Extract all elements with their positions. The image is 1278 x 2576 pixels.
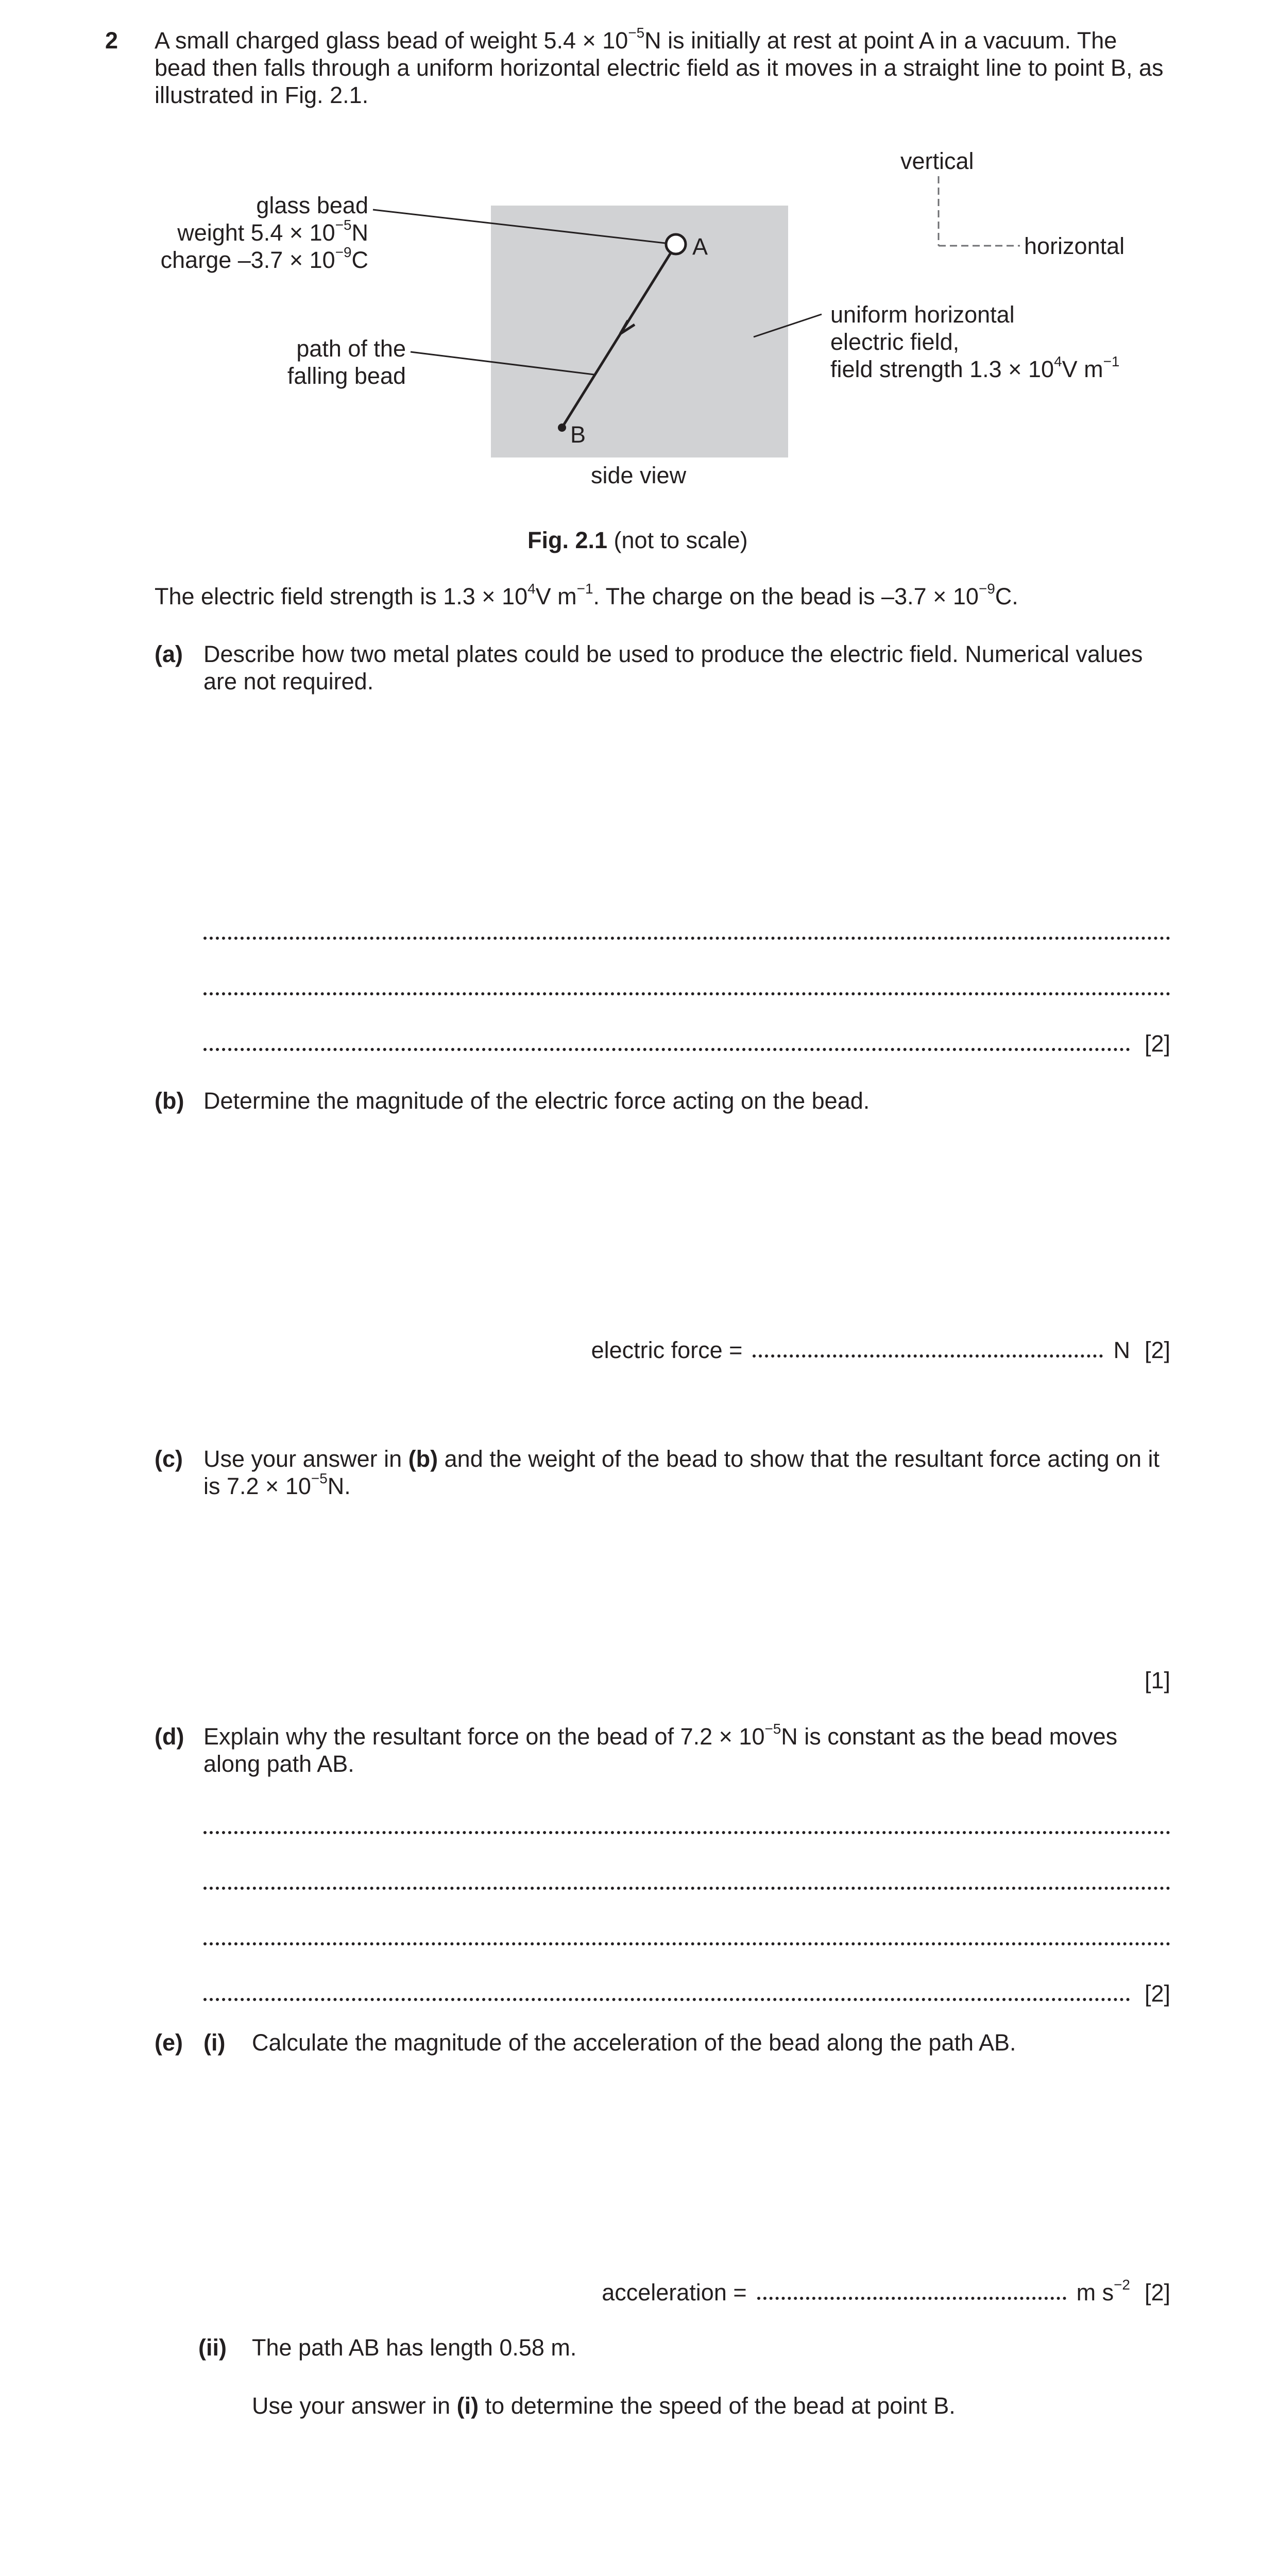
part-e-i-answer: acceleration = m $s^{-2}$ [2] <box>602 2277 1170 2306</box>
answer-line[interactable] <box>203 890 1170 946</box>
part-d-label: (d) <box>155 1723 184 1750</box>
intro-line-2: bead then falls through a uniform horizontal electric field as it moves in a straight line to point B, as <box>155 55 1164 81</box>
part-e-ii-question-1: The path AB has length 0.58 m. <box>252 2334 577 2361</box>
point-a-label: A <box>692 233 708 260</box>
intro-line-1: A small charged glass bead of weight $5.4 \times 10^{-5}N$ is initially at rest at point A in a vacuum. The <box>155 25 1117 54</box>
answer-line[interactable] <box>203 1952 1170 2007</box>
part-e-label: (e) <box>155 2029 183 2056</box>
part-a-question: Describe how two metal plates could be used to produce the electric field. Numerical values are not required. <box>203 641 1143 695</box>
part-b-question: Determine the magnitude of the electric force acting on the bead. <box>203 1088 870 1114</box>
part-a-answer-lines <box>203 890 1170 1057</box>
answer-line[interactable] <box>203 1002 1170 1057</box>
bead-label: glass bead weight $5.4 \times 10^{-5}N$ charge $-3.7 \times 10^{-9}C$ <box>160 192 368 274</box>
side-view-label: side view <box>591 462 687 488</box>
part-e-i-label: (i) <box>203 2029 226 2056</box>
question-number: 2 <box>105 27 118 54</box>
vertical-label: vertical <box>900 148 974 174</box>
given-data: The electric field strength is $1.3 \times 10^4V$ $m^{-1}$. The charge on the bead is $-3.7 \times 10^{-9}C$. <box>155 581 1018 609</box>
part-b-answer: electric force = N [2] <box>591 1337 1170 1363</box>
answer-line[interactable] <box>203 1785 1170 1840</box>
answer-line[interactable] <box>203 1840 1170 1896</box>
electric-force-answer-line[interactable] <box>753 1354 1103 1358</box>
part-e-i-question: Calculate the magnitude of the acceleration of the bead along the path AB. <box>252 2029 1016 2056</box>
part-e-ii-label: (ii) <box>198 2334 227 2361</box>
answer-line[interactable] <box>203 946 1170 1002</box>
part-c-question: Use your answer in (b) and the weight of the bead to show that the resultant force acting on it is $7.2 \times 10^{-5}N$. <box>203 1446 1160 1500</box>
part-d-question: Explain why the resultant force on the bead of $7.2 \times 10^{-5}N$ is constant as the bead moves along path AB. <box>203 1721 1118 1777</box>
part-d-answer-lines <box>203 1785 1170 2007</box>
horizontal-label: horizontal <box>1024 233 1125 259</box>
part-a-label: (a) <box>155 641 183 667</box>
part-b-label: (b) <box>155 1088 184 1114</box>
part-b-marks: [2] <box>1144 1337 1170 1363</box>
point-b-label: B <box>570 421 586 448</box>
part-d-marks: [2] <box>1144 1980 1170 2007</box>
point-b-dot <box>558 423 566 432</box>
part-e-ii-question-2: Use your answer in (i) to determine the speed of the bead at point B. <box>252 2393 956 2419</box>
field-region <box>491 206 788 457</box>
field-label: uniform horizontal electric field, field strength $1.3 \times 10^4V$ $m^{-1}$ <box>830 301 1120 383</box>
part-c-marks: [1] <box>1144 1667 1170 1693</box>
intro-line-3: illustrated in Fig. 2.1. <box>155 82 369 109</box>
part-a-marks: [2] <box>1144 1030 1170 1057</box>
acceleration-answer-line[interactable] <box>757 2297 1066 2300</box>
path-label: path of the falling bead <box>287 335 406 389</box>
part-c-label: (c) <box>155 1446 183 1472</box>
figure-caption: Fig. 2.1 (not to scale) <box>527 527 748 553</box>
answer-line[interactable] <box>203 1896 1170 1952</box>
glass-bead <box>666 234 686 254</box>
part-e-i-marks: [2] <box>1144 2279 1170 2306</box>
